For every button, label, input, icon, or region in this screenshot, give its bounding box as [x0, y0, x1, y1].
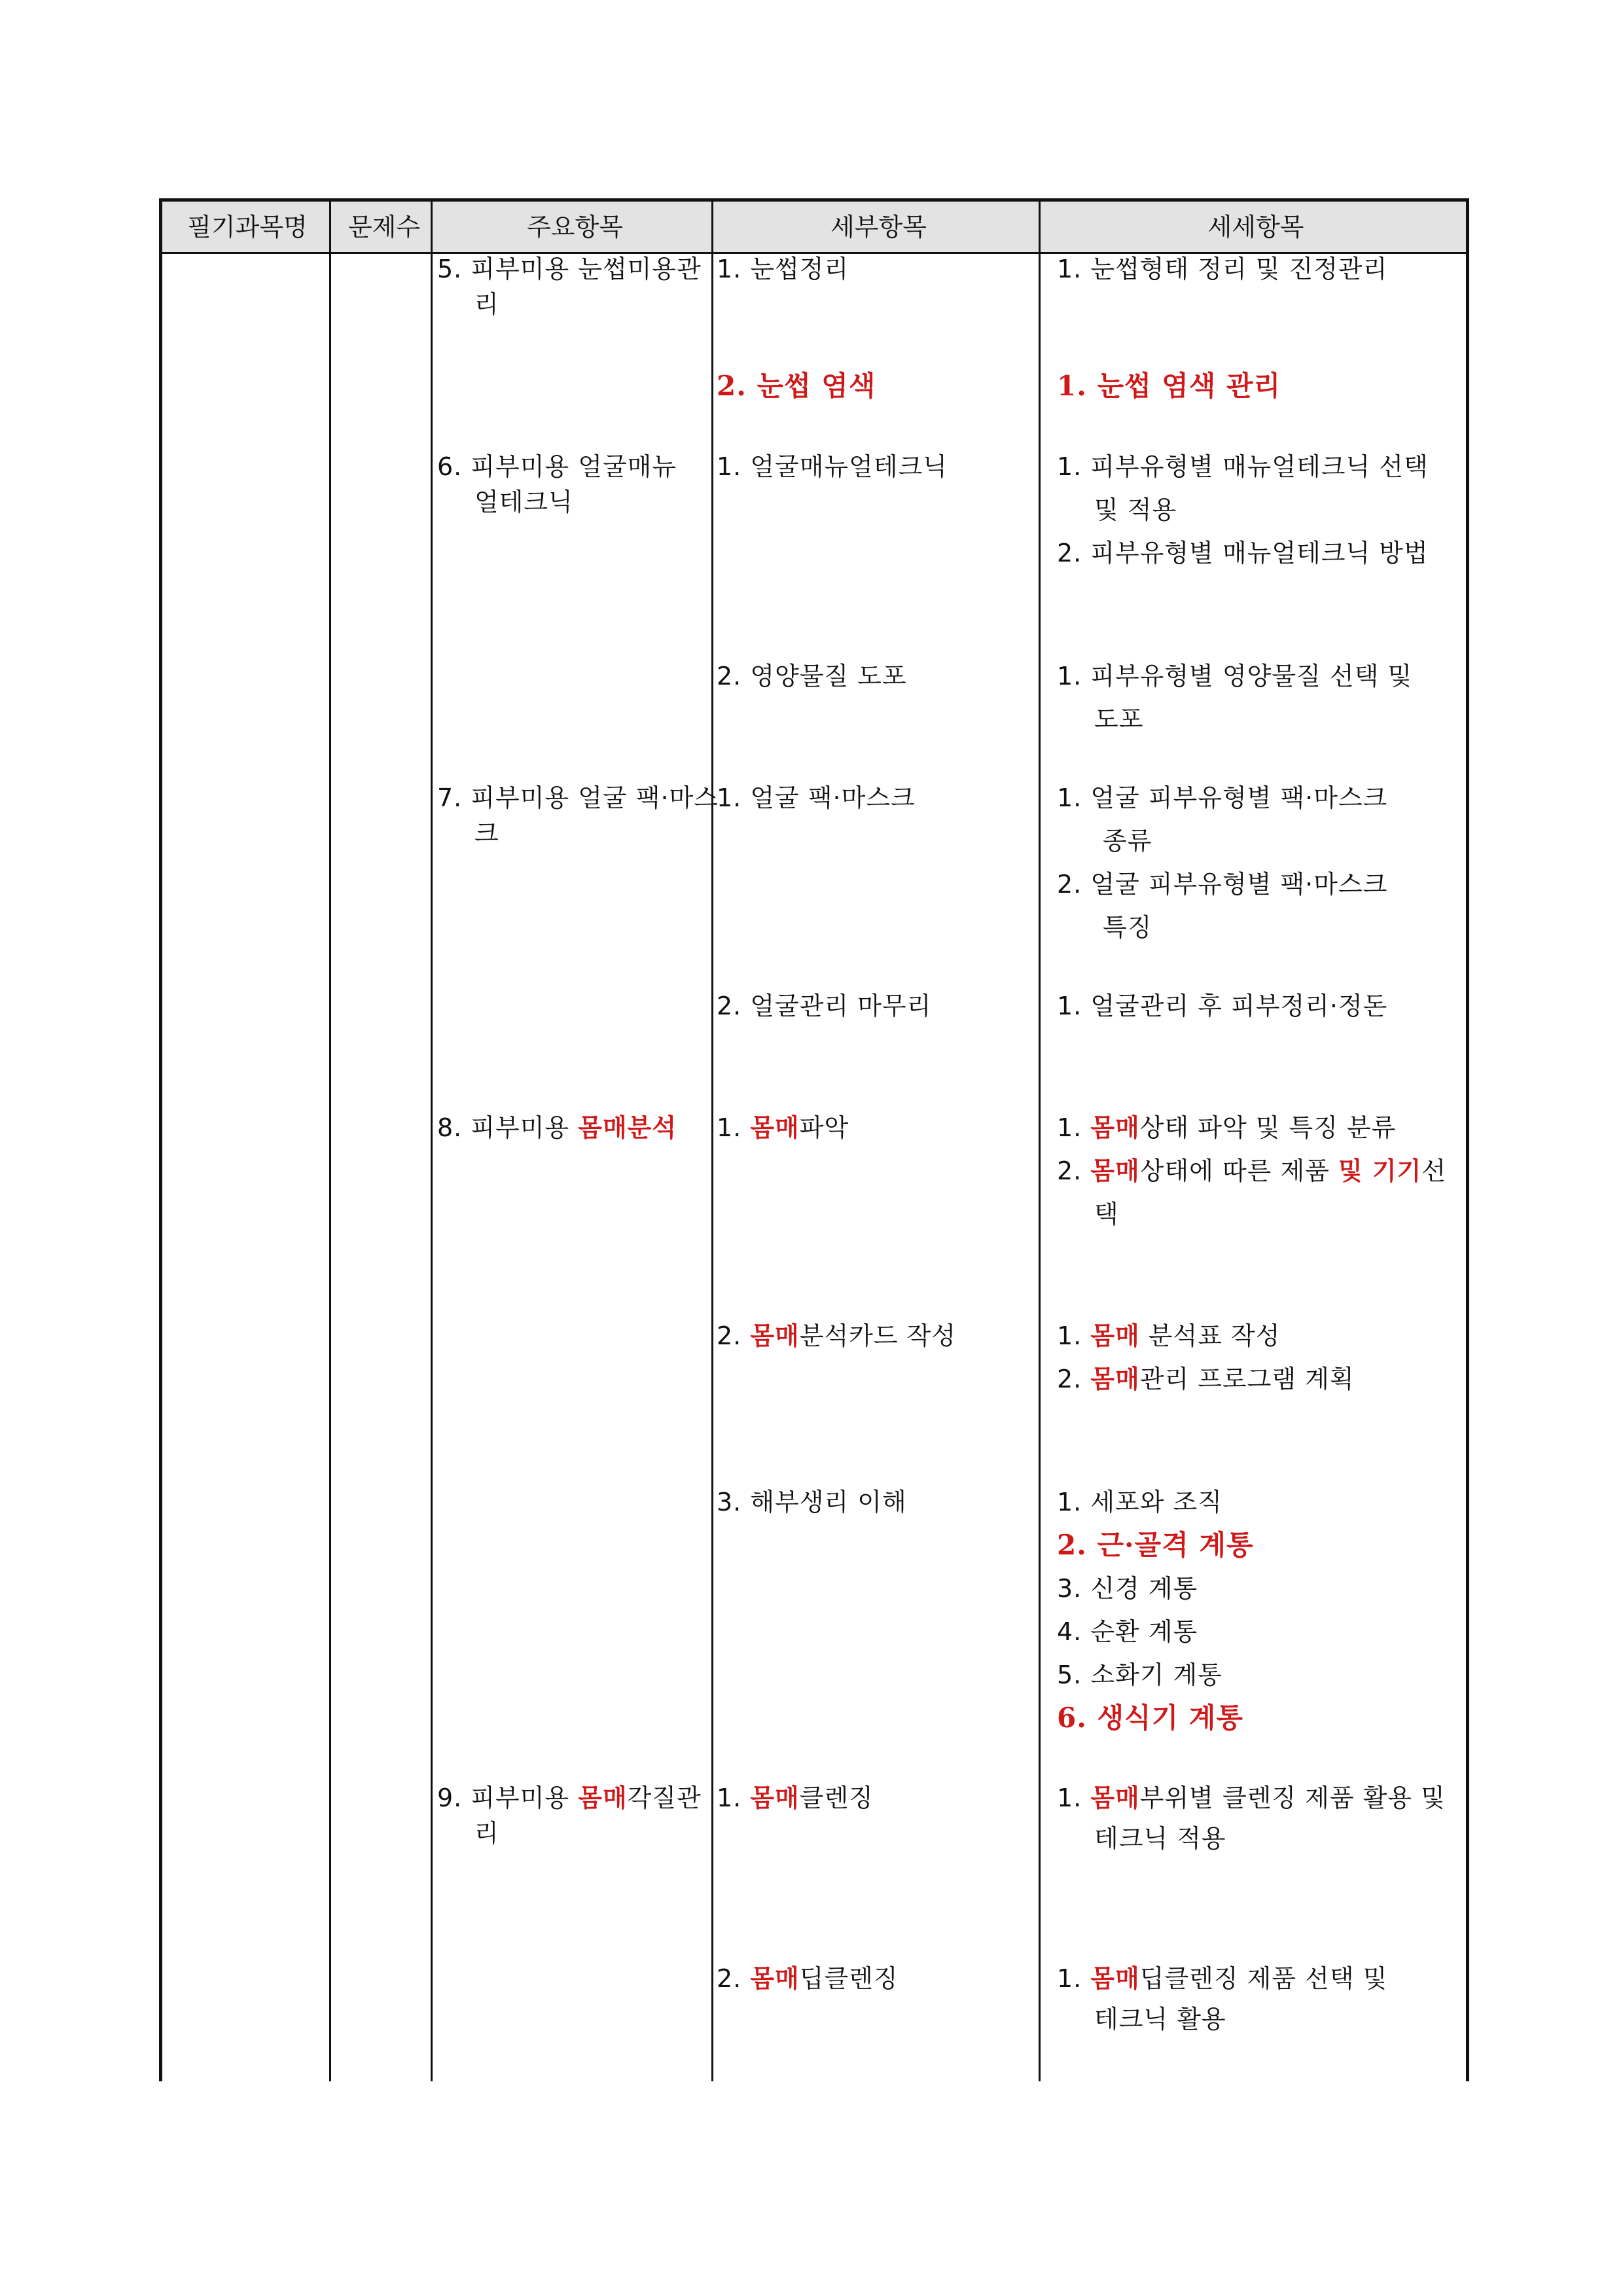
column-divider-1: [329, 198, 331, 2081]
main-item-5: 5. 피부미용 눈썹미용관: [437, 255, 702, 283]
column-divider-4: [1039, 198, 1041, 2081]
sub-item-8-1-number: 1.: [717, 1113, 751, 1142]
detail-8-1-2-highlight-2: 및 기기: [1338, 1157, 1422, 1185]
main-item-9-highlight: 몸매: [578, 1784, 628, 1812]
detail-item-6-2: 2. 피부유형별 매뉴얼테크닉 방법: [1057, 539, 1429, 567]
detail-8-1-1-text: 상태 파악 및 특징 분류: [1139, 1113, 1397, 1142]
detail-item-8-3-6: 6. 생식기 계통: [1057, 1702, 1243, 1734]
detail-item-7-2: 2. 얼굴 피부유형별 팩·마스크: [1057, 870, 1388, 899]
sub-item-8-3: 3. 해부생리 이해: [717, 1488, 907, 1516]
main-item-7: 7. 피부미용 얼굴 팩·마스: [437, 783, 719, 812]
detail-9-2-1-text: 딥클렌징 제품 선택 및: [1139, 1964, 1388, 1993]
detail-9-1-1-number: 1.: [1057, 1784, 1091, 1812]
main-item-6: 6. 피부미용 얼굴매뉴: [437, 452, 677, 481]
detail-item-5-2: 1. 눈썹 염색 관리: [1057, 370, 1281, 402]
detail-item-7-1-cont: 종류: [1103, 827, 1152, 855]
main-item-8: [437, 1106, 677, 1149]
sub-item-9-1-highlight: 몸매: [750, 1784, 800, 1812]
header-subject: 필기과목명: [187, 213, 308, 242]
detail-item-6-1: 1. 피부유형별 매뉴얼테크닉 선택: [1057, 452, 1429, 481]
sub-item-9-2: [717, 1957, 899, 2000]
detail-8-1-1-highlight: 몸매: [1090, 1113, 1140, 1142]
sub-item-7-2: 2. 얼굴관리 마무리: [717, 992, 932, 1020]
sub-item-6-1: 1. 얼굴매뉴얼테크닉: [717, 452, 948, 481]
header-question-count: 문제수: [348, 213, 421, 242]
detail-item-8-1-1: [1057, 1106, 1396, 1149]
detail-8-2-2-number: 2.: [1057, 1365, 1091, 1393]
main-item-7-cont: 크: [474, 819, 499, 848]
detail-item-8-3-1: 1. 세포와 조직: [1057, 1488, 1222, 1516]
sub-item-9-2-highlight: 몸매: [750, 1964, 800, 1993]
main-item-9-cont: 리: [474, 1819, 499, 1848]
sub-item-9-2-number: 2.: [717, 1964, 751, 1993]
sub-item-8-2-highlight: 몸매: [750, 1321, 800, 1350]
detail-8-2-2-highlight: 몸매: [1090, 1365, 1140, 1393]
detail-8-1-1-number: 1.: [1057, 1113, 1091, 1142]
detail-8-1-2-text: 상태에 따른 제품: [1139, 1157, 1338, 1185]
sub-item-8-1: [717, 1106, 849, 1149]
detail-item-9-1-1: [1057, 1776, 1446, 1820]
sub-item-9-1-number: 1.: [717, 1784, 751, 1812]
detail-9-2-1-highlight: 몸매: [1090, 1964, 1140, 1993]
header-sub-item: 세부항목: [830, 213, 927, 242]
table-border-right: [1466, 198, 1469, 2081]
detail-9-1-1-text: 부위별 클렌징 제품 활용 및: [1139, 1784, 1446, 1812]
sub-item-7-1: 1. 얼굴 팩·마스크: [717, 783, 916, 812]
detail-item-8-1-2: [1057, 1149, 1446, 1193]
detail-item-9-2-1-cont: 테크닉 활용: [1094, 2005, 1226, 2034]
detail-8-2-1-number: 1.: [1057, 1321, 1091, 1350]
detail-8-2-1-text: 분석표 작성: [1139, 1321, 1281, 1350]
detail-item-7-1: 1. 얼굴 피부유형별 팩·마스크: [1057, 783, 1388, 812]
main-item-9-prefix: 9. 피부미용: [437, 1784, 579, 1812]
detail-8-1-2-suffix: 선: [1421, 1157, 1447, 1185]
main-item-6-cont: 얼테크닉: [474, 488, 573, 516]
detail-item-6-2-1: 1. 피부유형별 영양물질 선택 및: [1057, 662, 1413, 691]
column-divider-3: [711, 198, 713, 2081]
detail-8-2-1-highlight: 몸매: [1090, 1321, 1140, 1350]
sub-item-9-1: [717, 1776, 874, 1820]
table-header: [159, 198, 1469, 254]
detail-8-1-2-number: 2.: [1057, 1157, 1091, 1185]
header-detail-item: 세세항목: [1207, 213, 1304, 242]
detail-item-9-2-1: [1057, 1957, 1387, 2000]
detail-item-8-2-2: [1057, 1357, 1355, 1401]
sub-item-5-1: 1. 눈썹정리: [717, 255, 849, 283]
sub-item-8-2-text: 분석카드 작성: [799, 1321, 957, 1350]
detail-item-6-2-1-cont: 도포: [1094, 705, 1144, 734]
header-main-item: 주요항목: [527, 213, 623, 242]
table-border-left: [159, 198, 162, 2081]
detail-9-1-1-highlight: 몸매: [1090, 1784, 1140, 1812]
detail-item-8-2-1: [1057, 1314, 1280, 1357]
main-item-8-prefix: 8. 피부미용: [437, 1113, 579, 1142]
main-item-9-text: 각질관: [627, 1784, 702, 1812]
main-item-5-cont: 리: [474, 290, 499, 319]
detail-item-8-1-2-cont: 택: [1094, 1200, 1119, 1229]
main-item-8-highlight: 몸매분석: [578, 1113, 677, 1142]
detail-item-8-3-5: 5. 소화기 계통: [1057, 1660, 1222, 1689]
detail-item-6-1-cont: 및 적용: [1094, 495, 1177, 524]
detail-item-9-1-1-cont: 테크닉 적용: [1094, 1824, 1226, 1853]
detail-9-2-1-number: 1.: [1057, 1964, 1091, 1993]
sub-item-6-2: 2. 영양물질 도포: [717, 662, 907, 691]
sub-item-8-1-highlight: 몸매: [750, 1113, 800, 1142]
sub-item-8-2: [717, 1314, 956, 1357]
sub-item-9-1-text: 클렌징: [799, 1784, 874, 1812]
detail-item-7-2-1: 1. 얼굴관리 후 피부정리·정돈: [1057, 992, 1388, 1020]
detail-8-1-2-highlight: 몸매: [1090, 1157, 1140, 1185]
sub-item-8-1-text: 파악: [799, 1113, 849, 1142]
sub-item-5-2: 2. 눈썹 염색: [717, 370, 876, 402]
detail-item-8-3-4: 4. 순환 계통: [1057, 1617, 1198, 1646]
detail-item-7-2-cont: 특징: [1103, 913, 1152, 942]
detail-item-8-3-2: 2. 근·골격 계통: [1057, 1529, 1254, 1561]
column-divider-2: [431, 198, 433, 2081]
sub-item-8-2-number: 2.: [717, 1321, 751, 1350]
detail-item-8-3-3: 3. 신경 계통: [1057, 1574, 1198, 1603]
detail-item-5-1: 1. 눈썹형태 정리 및 진정관리: [1057, 255, 1388, 283]
detail-8-2-2-text: 관리 프로그램 계획: [1139, 1365, 1355, 1393]
sub-item-9-2-text: 딥클렌징: [799, 1964, 899, 1993]
